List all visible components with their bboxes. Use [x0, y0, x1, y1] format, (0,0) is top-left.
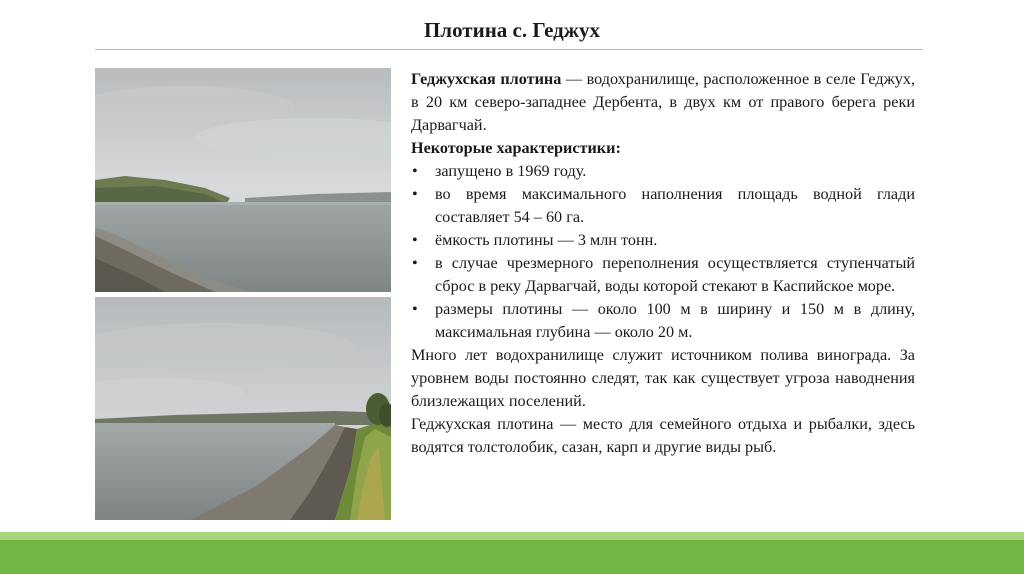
reservoir-photo-2	[95, 297, 391, 520]
features-list	[411, 160, 915, 344]
list-item: • размеры плотины — около 100 м в ширину и 150 м в длину, максимальная глубина — около 20 м.	[411, 298, 915, 344]
list-item: • запущено в 1969 году.	[411, 160, 915, 183]
title-divider	[95, 49, 923, 50]
list-item: • ёмкость плотины — 3 млн тонн.	[411, 229, 915, 252]
footer-band-dark	[0, 540, 1024, 574]
list-item: • во время максимального наполнения площадь водной глади составляет 54 – 60 га.	[411, 183, 915, 229]
irrigation-paragraph: Много лет водохранилище служит источником полива винограда. За уровнем воды постоянно следят, так как существует угроза наводнения близлежащих поселений.	[411, 346, 915, 410]
description-text	[411, 68, 915, 459]
slide-title: Плотина с. Геджух	[423, 18, 601, 42]
leisure-paragraph: Геджухская плотина — место для семейного отдыха и рыбалки, здесь водятся толстолобик, сазан, карп и другие виды рыб.	[411, 415, 915, 456]
intro-rest: — водохранилище, расположенное в селе Геджух, в 20 км северо-западнее Дербента, в двух км от правого берега реки Дарвагчай.	[411, 70, 915, 134]
intro-bold: Геджухская плотина	[411, 70, 562, 88]
footer-band-light	[0, 532, 1024, 540]
intro-paragraph	[411, 68, 915, 137]
features-heading: Некоторые характеристики:	[411, 139, 621, 157]
list-item: • в случае чрезмерного переполнения осуществляется ступенчатый сброс в реку Дарвагчай, воды которой стекают в Каспийское море.	[411, 252, 915, 298]
reservoir-photo-1	[95, 68, 391, 292]
